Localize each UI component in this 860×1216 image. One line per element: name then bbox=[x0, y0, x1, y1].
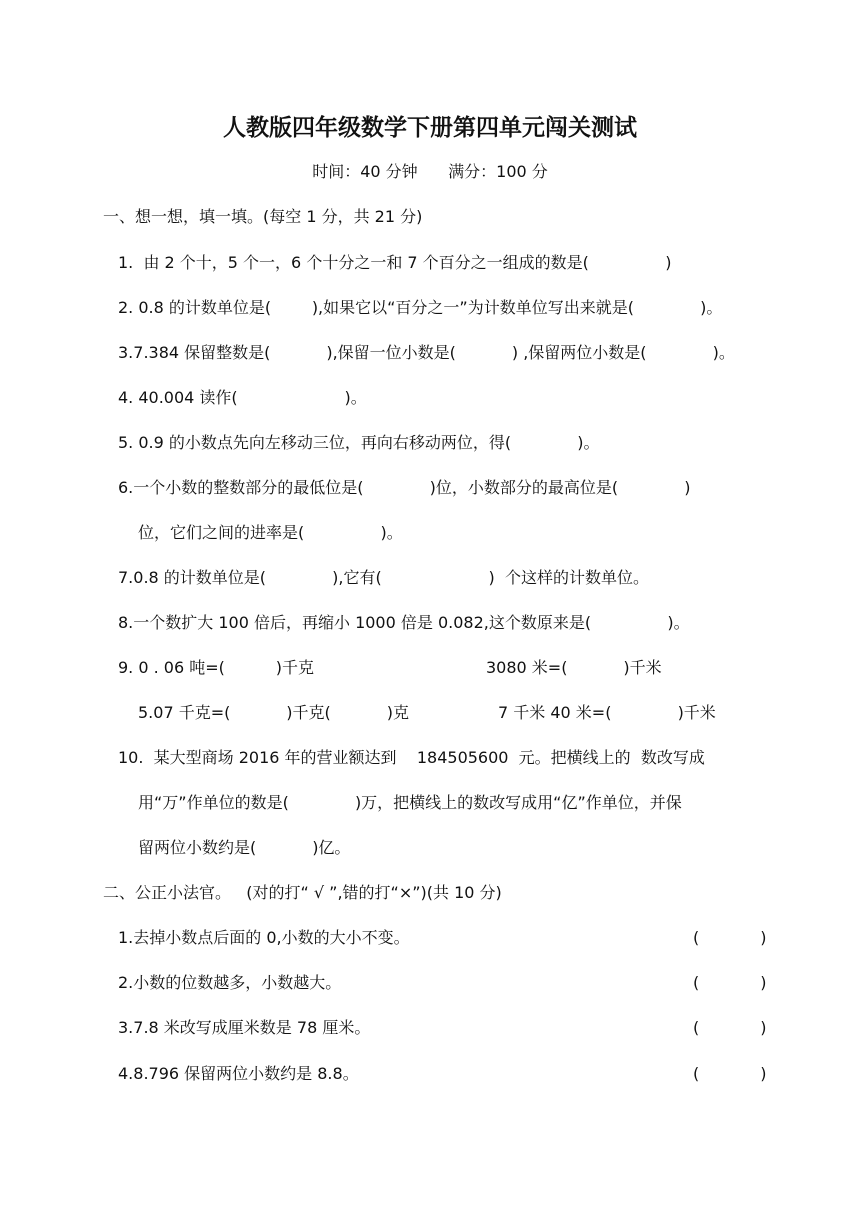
page-title: 人教版四年级数学下册第四单元闯关测试 bbox=[223, 114, 637, 141]
question-9-part-2: 3080 米=( )千米 bbox=[486, 658, 662, 677]
question-9-part-1: 9. 0 . 06 吨=( )千克 bbox=[118, 658, 314, 677]
exam-info: 时间：40 分钟 满分：100 分 bbox=[312, 162, 548, 181]
question-5: 5. 0.9 的小数点先向左移动三位，再向右移动两位，得( )。 bbox=[118, 433, 600, 452]
question-4: 4. 40.004 读作( )。 bbox=[118, 388, 367, 407]
question-9-part-4: 7 千米 40 米=( )千米 bbox=[498, 703, 716, 722]
section-1-heading: 一、想一想，填一填。(每空 1 分，共 21 分) bbox=[103, 207, 423, 226]
question-1: 1. 由 2 个十，5 个一，6 个十分之一和 7 个百分之一组成的数是( ) bbox=[118, 253, 672, 272]
question-3: 3.7.384 保留整数是( ),保留一位小数是( ) ,保留两位小数是( )。 bbox=[118, 343, 735, 362]
section-2-heading: 二、公正小法官。 (对的打“ √ ”,错的打“×”)(共 10 分) bbox=[103, 883, 502, 902]
answer-bracket-4: ( ) bbox=[693, 1064, 767, 1083]
question-6-continued: 位，它们之间的进率是( )。 bbox=[138, 523, 403, 542]
judge-item-2: 2.小数的位数越多，小数越大。 bbox=[118, 973, 342, 992]
question-10: 10. 某大型商场 2016 年的营业额达到 184505600 元。把横线上的 数改写成 bbox=[118, 748, 705, 767]
question-7: 7.0.8 的计数单位是( ),它有( ) 个这样的计数单位。 bbox=[118, 568, 649, 587]
judge-item-3: 3.7.8 米改写成厘米数是 78 厘米。 bbox=[118, 1018, 371, 1037]
judge-item-4: 4.8.796 保留两位小数约是 8.8。 bbox=[118, 1064, 359, 1083]
judge-item-1: 1.去掉小数点后面的 0,小数的大小不变。 bbox=[118, 928, 410, 947]
question-2: 2. 0.8 的计数单位是( ),如果它以“百分之一”为计数单位写出来就是( )。 bbox=[118, 298, 723, 317]
question-9-part-3: 5.07 千克=( )千克( )克 bbox=[138, 703, 409, 722]
question-10-line-3: 留两位小数约是( )亿。 bbox=[138, 838, 351, 857]
answer-bracket-1: ( ) bbox=[693, 928, 767, 947]
question-8: 8.一个数扩大 100 倍后，再缩小 1000 倍是 0.082,这个数原来是( )。 bbox=[118, 613, 690, 632]
answer-bracket-3: ( ) bbox=[693, 1018, 767, 1037]
question-10-line-2: 用“万”作单位的数是( )万，把横线上的数改写成用“亿”作单位，并保 bbox=[138, 793, 682, 812]
question-6: 6.一个小数的整数部分的最低位是( )位，小数部分的最高位是( ) bbox=[118, 478, 691, 497]
answer-bracket-2: ( ) bbox=[693, 973, 767, 992]
